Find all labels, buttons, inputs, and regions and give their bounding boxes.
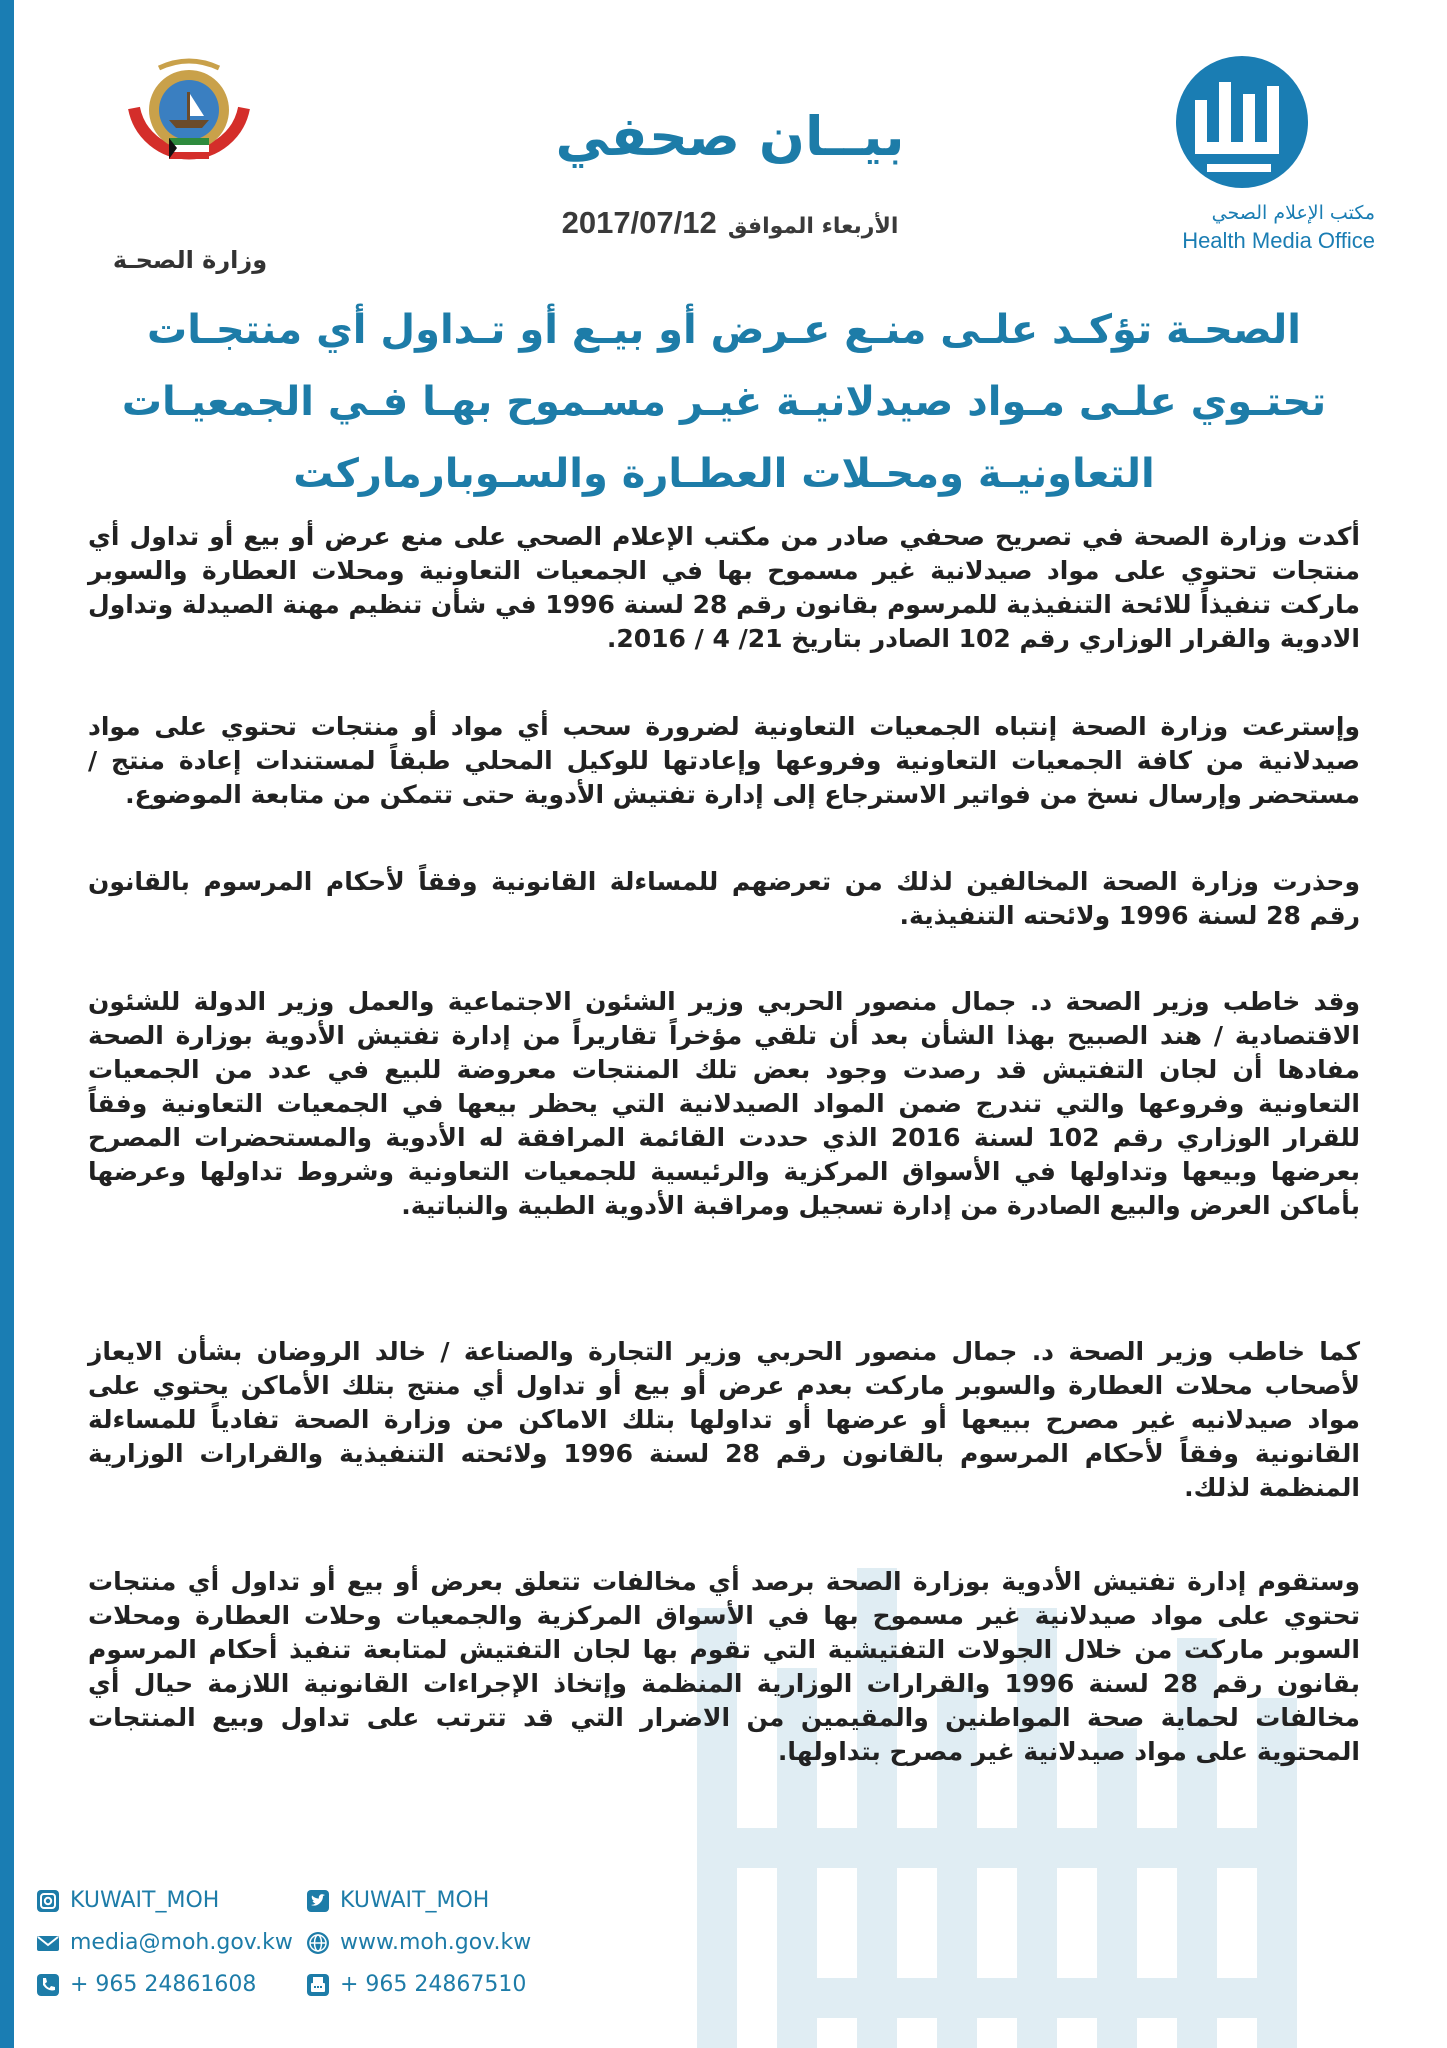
body-paragraph: أكدت وزارة الصحة في تصريح صحفي صادر من مكتب الإعلام الصحي على منع عرض أو بيع أو تداول أي منتجات تحتوي على مواد صيدلانية غير مسموح بها في الجمعيات التعاونية ومحلات العطارة والسوبر ماركت تنفيذاً للائحة التنفيذية للمرسوم بقانون رقم 28 لسنة 1996 في شأن تنظيم مهنة الصيدلة وتداول الادوية والقرار الوزاري رقم 102 الصادر بتاريخ 21/ 4 / 2016. <box>88 522 1360 653</box>
phone-number: + 965 24861608 <box>70 1972 257 1997</box>
instagram-contact[interactable] <box>36 1888 219 1913</box>
health-media-office-logo <box>1135 52 1375 252</box>
body-paragraph: وستقوم إدارة تفتيش الأدوية بوزارة الصحة برصد أي مخالفات تتعلق بعرض أو بيع أو تداول أي منتجات تحتوي على مواد صيدلانية غير مسموح بها في الأسواق المركزية والجمعيات وحلات العطارة ومحلات السوبر ماركت من خلال الجولات التفتيشية التي تقوم بها لجان التفتيش لمتابعة تنفيذ أحكام المرسوم بقانون رقم 28 لسنة 1996 والقرارات الوزارية المنظمة وإتخاذ الإجراءات القانونية اللازمة حيال أي مخالفات لحماية صحة المواطنين والمقيمين من الاضرار التي قد تترتب على تداول وبيع المنتجات المحتوية على مواد صيدلانية غير مصرح بتداولها. <box>88 1567 1360 1766</box>
twitter-handle: KUWAIT_MOH <box>340 1888 490 1913</box>
phone-contact[interactable] <box>36 1972 256 1997</box>
date-day-label: الأربعاء الموافق <box>727 214 899 239</box>
body-paragraph: وإسترعت وزارة الصحة إنتباه الجمعيات التعاونية لضرورة سحب أي مواد أو منتجات تحتوي على مواد صيدلانية من كافة الجمعيات التعاونية وفروعها وإعادتها للوكيل المحلي طبقاً لمستندات إعادة منتج / مستحضر وإرسال نسخ من فواتير الاسترجاع إلى إدارة تفتيش الأدوية حتى تتمكن من متابعة الموضوع. <box>88 712 1360 809</box>
fax-icon <box>306 1973 330 1997</box>
phone-icon <box>36 1973 60 1997</box>
ministry-of-health-logo <box>100 48 300 274</box>
page-title: بيــان صحفي <box>555 105 905 168</box>
ministry-name: وزارة الصحـة <box>112 246 268 274</box>
twitter-contact[interactable] <box>306 1888 489 1913</box>
contact-footer <box>36 1888 596 2018</box>
media-office-name-arabic: مكتب الإعلام الصحي <box>1211 202 1375 224</box>
date-value: 2017/07/12 <box>561 205 717 240</box>
email-contact[interactable] <box>36 1930 293 1955</box>
globe-icon <box>306 1931 330 1955</box>
fax-number: + 965 24867510 <box>340 1972 527 1997</box>
body-paragraph: وقد خاطب وزير الصحة د. جمال منصور الحربي وزير الشئون الاجتماعية والعمل وزير الدولة للشئون الاقتصادية / هند الصبيح بهذا الشأن بعد أن تلقي مؤخراً تقاريراً من إدارة تفتيش الأدوية بوزارة الصحة مفادها أن لجان التفتيش قد رصدت وجود بعض تلك المنتجات معروضة للبيع في عدد من الجمعيات التعاونية وفروعها والتي تندرج ضمن المواد الصيدلانية التي يحظر بيعها في الجمعيات التعاونية وفقاً للقرار الوزاري رقم 102 لسنة 2016 الذي حددت القائمة المرافقة له الأدوية والمستحضرات المصرح بعرضها وبيعها وتداولها في الأسواق المركزية والرئيسية للجمعيات التعاونية وشروط تداولها وعرضها بأماكن العرض والبيع الصادرة من إدارة تسجيل ومراقبة الأدوية الطبية والنباتية. <box>88 987 1360 1220</box>
media-office-emblem-icon <box>1167 52 1317 192</box>
fax-contact[interactable] <box>306 1972 526 1997</box>
date-line <box>420 205 1040 241</box>
body-paragraph: وحذرت وزارة الصحة المخالفين لذلك من تعرضهم للمساءلة القانونية وفقاً لأحكام المرسوم بالقانون رقم 28 لسنة 1996 ولائحته التنفيذية. <box>88 867 1360 930</box>
headline: الصحـة تؤكـد علـى منـع عـرض أو بيـع أو تـداول أي منتجـات تحتـوي علـى مـواد صيدلانيـة غيـر مسـموح بهـا فـي الجمعيـات التعاونيـة ومحـلات العطـارة والسـوبارماركت <box>121 307 1327 497</box>
mail-icon <box>36 1931 60 1955</box>
instagram-icon <box>36 1889 60 1913</box>
media-office-name-english: Health Media Office <box>1182 228 1375 253</box>
twitter-icon <box>306 1889 330 1913</box>
body-paragraph: كما خاطب وزير الصحة د. جمال منصور الحربي وزير التجارة والصناعة / خالد الروضان بشأن الايعاز لأصحاب محلات العطارة والسوبر ماركت بعدم عرض أو بيع أو تداول أي منتج بتلك الأماكن يحتوي على مواد صيدلانيه غير مصرح ببيعها أو عرضها أو تداولها بتلك الاماكن من وزارة الصحة تفادياً للمساءلة القانونية وفقاً لأحكام المرسوم بالقانون رقم 28 لسنة 1996 ولائحته التنفيذية والقرارات الوزارية المنظمة لذلك. <box>88 1337 1360 1502</box>
website-url: www.moh.gov.kw <box>340 1930 532 1955</box>
side-color-band <box>0 0 14 2048</box>
instagram-handle: KUWAIT_MOH <box>70 1888 220 1913</box>
website-contact[interactable] <box>306 1930 531 1955</box>
kuwait-emblem-icon <box>114 48 264 198</box>
email-address: media@moh.gov.kw <box>70 1930 293 1955</box>
